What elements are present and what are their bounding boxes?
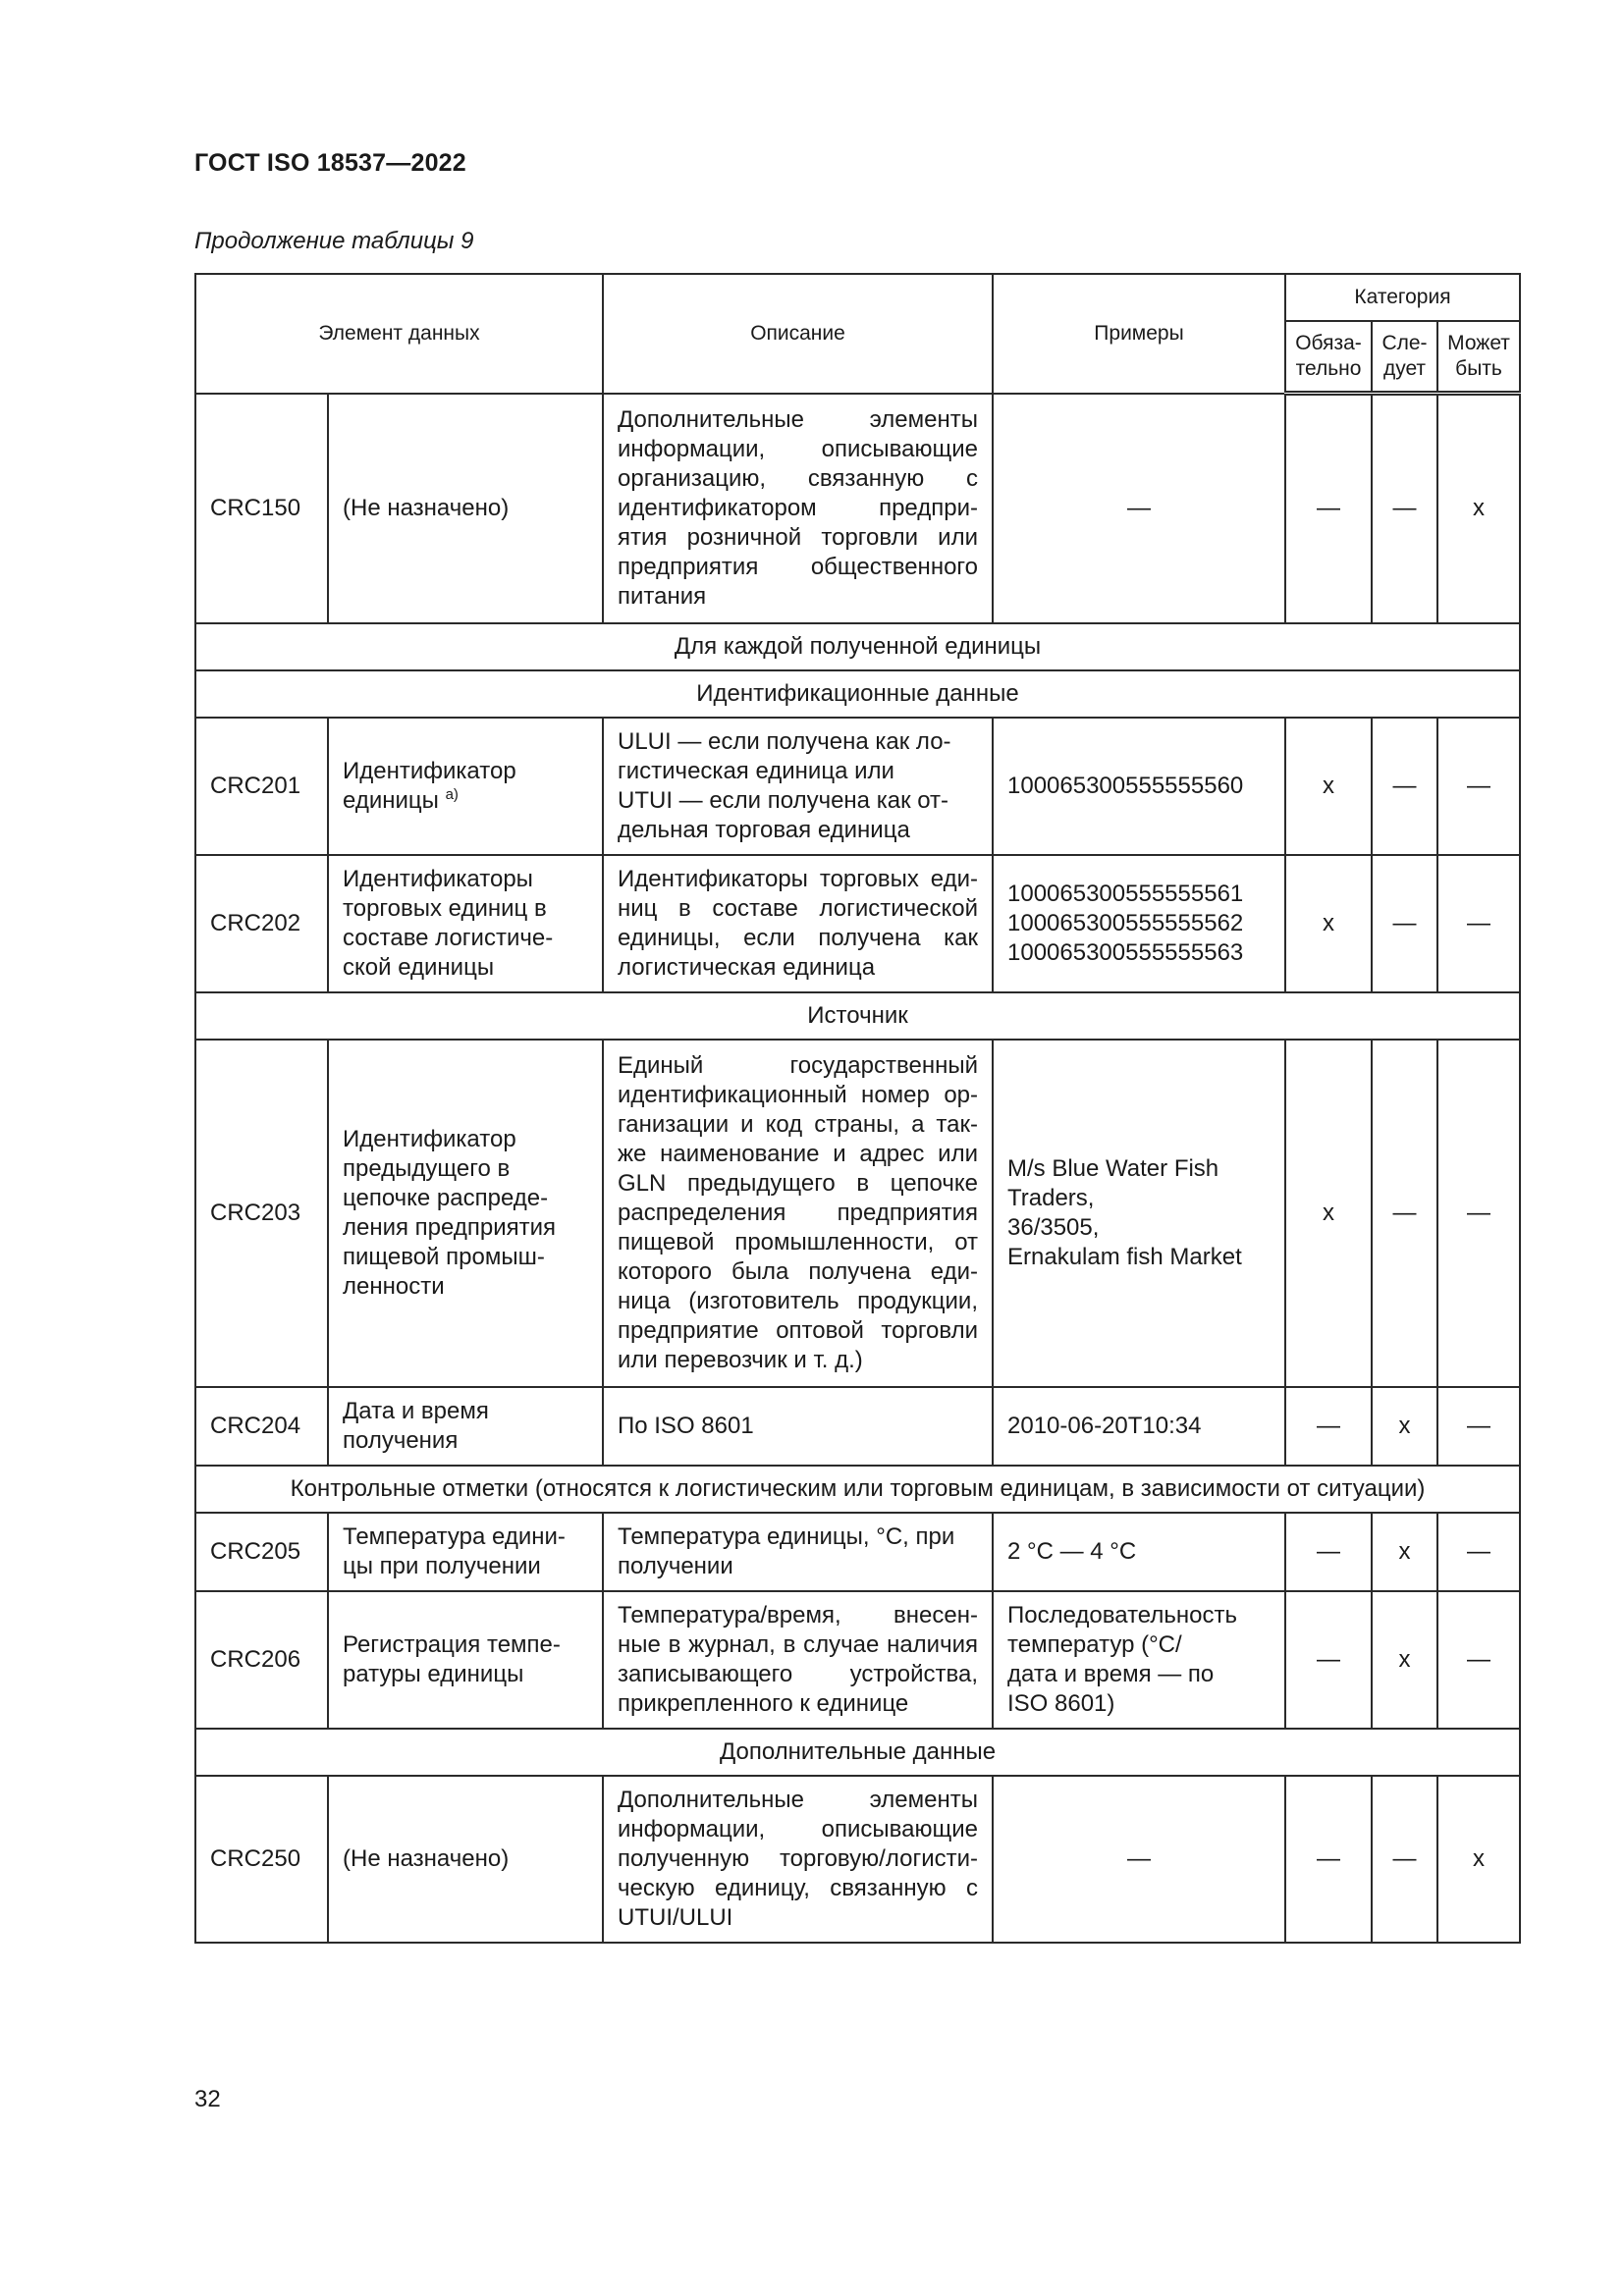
section-row <box>195 623 1520 670</box>
header-may: Может быть <box>1437 321 1520 394</box>
row-code: CRC250 <box>195 1776 328 1943</box>
header-examples: Примеры <box>993 274 1285 394</box>
row-description: Температура единицы, °С, при получении <box>603 1513 993 1591</box>
table-row <box>195 1591 1520 1729</box>
row-example: — <box>993 1776 1285 1943</box>
row-mandatory: — <box>1285 1591 1372 1729</box>
header-element: Элемент данных <box>195 274 603 394</box>
row-should: — <box>1372 1776 1437 1943</box>
row-example: 100065300555555561 100065300555555562 100065300555555563 <box>993 855 1285 992</box>
table-caption: Продолжение таблицы 9 <box>194 228 474 254</box>
row-mandatory: — <box>1285 1776 1372 1943</box>
row-code: CRC202 <box>195 855 328 992</box>
document-header: ГОСТ ISO 18537—2022 <box>194 149 466 177</box>
row-example: 2 °С — 4 °С <box>993 1513 1285 1591</box>
row-code: CRC150 <box>195 394 328 623</box>
row-may: — <box>1437 855 1520 992</box>
row-should: x <box>1372 1387 1437 1466</box>
row-may: — <box>1437 1591 1520 1729</box>
row-description: По ISO 8601 <box>603 1387 993 1466</box>
row-description: Дополнительные элементы информации, описывающие полученную торговую/логисти- ческую единицу, связанную с UTUI/ULUI <box>603 1776 993 1943</box>
section-row <box>195 1466 1520 1513</box>
row-may: x <box>1437 1776 1520 1943</box>
row-description: Идентификаторы торговых еди- ниц в составе логистической единицы, если получена как логистическая единица <box>603 855 993 992</box>
header-description: Описание <box>603 274 993 394</box>
row-should: — <box>1372 718 1437 855</box>
section-row <box>195 1729 1520 1776</box>
row-element: Дата и время получения <box>328 1387 603 1466</box>
row-element: Идентификатор единицы $^{а)}$ <box>328 718 603 855</box>
row-should: — <box>1372 855 1437 992</box>
section-identification-data: Идентификационные данные <box>195 670 1520 718</box>
row-may: x <box>1437 394 1520 623</box>
row-element: Идентификатор предыдущего в цепочке распреде- ления предприятия пищевой промыш- ленности <box>328 1040 603 1387</box>
row-mandatory: — <box>1285 394 1372 623</box>
section-row <box>195 670 1520 718</box>
row-description: Дополнительные элементы информации, описывающие организацию, связанную с идентификатором предпри- ятия розничной торговли или предприятия общественного питания <box>603 394 993 623</box>
row-element: (Не назначено) <box>328 1776 603 1943</box>
row-should: x <box>1372 1591 1437 1729</box>
row-example: 100065300555555560 <box>993 718 1285 855</box>
section-additional-data: Дополнительные данные <box>195 1729 1520 1776</box>
row-element: Идентификаторы торговых единиц в составе логистиче- ской единицы <box>328 855 603 992</box>
row-example: — <box>993 394 1285 623</box>
row-mandatory: x <box>1285 718 1372 855</box>
row-example: Последовательность температур (°С/ дата и время — по ISO 8601) <box>993 1591 1285 1729</box>
row-code: CRC204 <box>195 1387 328 1466</box>
row-description: ULUI — если получена как ло- гистическая единица или UTUI — если получена как от- дельная торговая единица <box>603 718 993 855</box>
section-row <box>195 992 1520 1040</box>
section-each-received-unit: Для каждой полученной единицы <box>195 623 1520 670</box>
table-row <box>195 718 1520 855</box>
row-element: Температура едини- цы при получении <box>328 1513 603 1591</box>
row-may: — <box>1437 1513 1520 1591</box>
table-row <box>195 1040 1520 1387</box>
section-control-marks: Контрольные отметки (относятся к логистическим или торговым единицам, в зависимости от ситуации) <box>195 1466 1520 1513</box>
row-should: — <box>1372 394 1437 623</box>
row-code: CRC201 <box>195 718 328 855</box>
row-may: — <box>1437 1387 1520 1466</box>
data-elements-table <box>194 273 1521 1944</box>
row-should: x <box>1372 1513 1437 1591</box>
row-code: CRC205 <box>195 1513 328 1591</box>
row-mandatory: x <box>1285 1040 1372 1387</box>
row-element: (Не назначено) <box>328 394 603 623</box>
page-number: 32 <box>194 2086 221 2112</box>
header-category: Категория <box>1285 274 1520 321</box>
row-description: Единый государственный идентификационный номер ор- ганизации и код страны, а так- же наименование и адрес или GLN предыдущего в цепочке распределения предприятия пищевой промышленности, от которого была получена еди- ница (изготовитель продукции, предприятие оптовой торговли или перевозчик и т. д.) <box>603 1040 993 1387</box>
row-example: 2010-06-20T10:34 <box>993 1387 1285 1466</box>
row-may: — <box>1437 718 1520 855</box>
table-row <box>195 1387 1520 1466</box>
row-example: M/s Blue Water Fish Traders, 36/3505, Ernakulam fish Market <box>993 1040 1285 1387</box>
row-element: Регистрация темпе- ратуры единицы <box>328 1591 603 1729</box>
table-row <box>195 855 1520 992</box>
footnote-marker: а) <box>445 785 459 803</box>
header-should: Сле- дует <box>1372 321 1437 394</box>
row-mandatory: — <box>1285 1387 1372 1466</box>
table-row <box>195 1776 1520 1943</box>
row-may: — <box>1437 1040 1520 1387</box>
row-should: — <box>1372 1040 1437 1387</box>
table-row <box>195 1513 1520 1591</box>
row-mandatory: x <box>1285 855 1372 992</box>
row-code: CRC206 <box>195 1591 328 1729</box>
row-description: Температура/время, внесен- ные в журнал, в случае наличия записывающего устройства, прикрепленного к единице <box>603 1591 993 1729</box>
row-code: CRC203 <box>195 1040 328 1387</box>
header-mandatory: Обяза- тельно <box>1285 321 1372 394</box>
table-row <box>195 394 1520 623</box>
section-source: Источник <box>195 992 1520 1040</box>
row-mandatory: — <box>1285 1513 1372 1591</box>
